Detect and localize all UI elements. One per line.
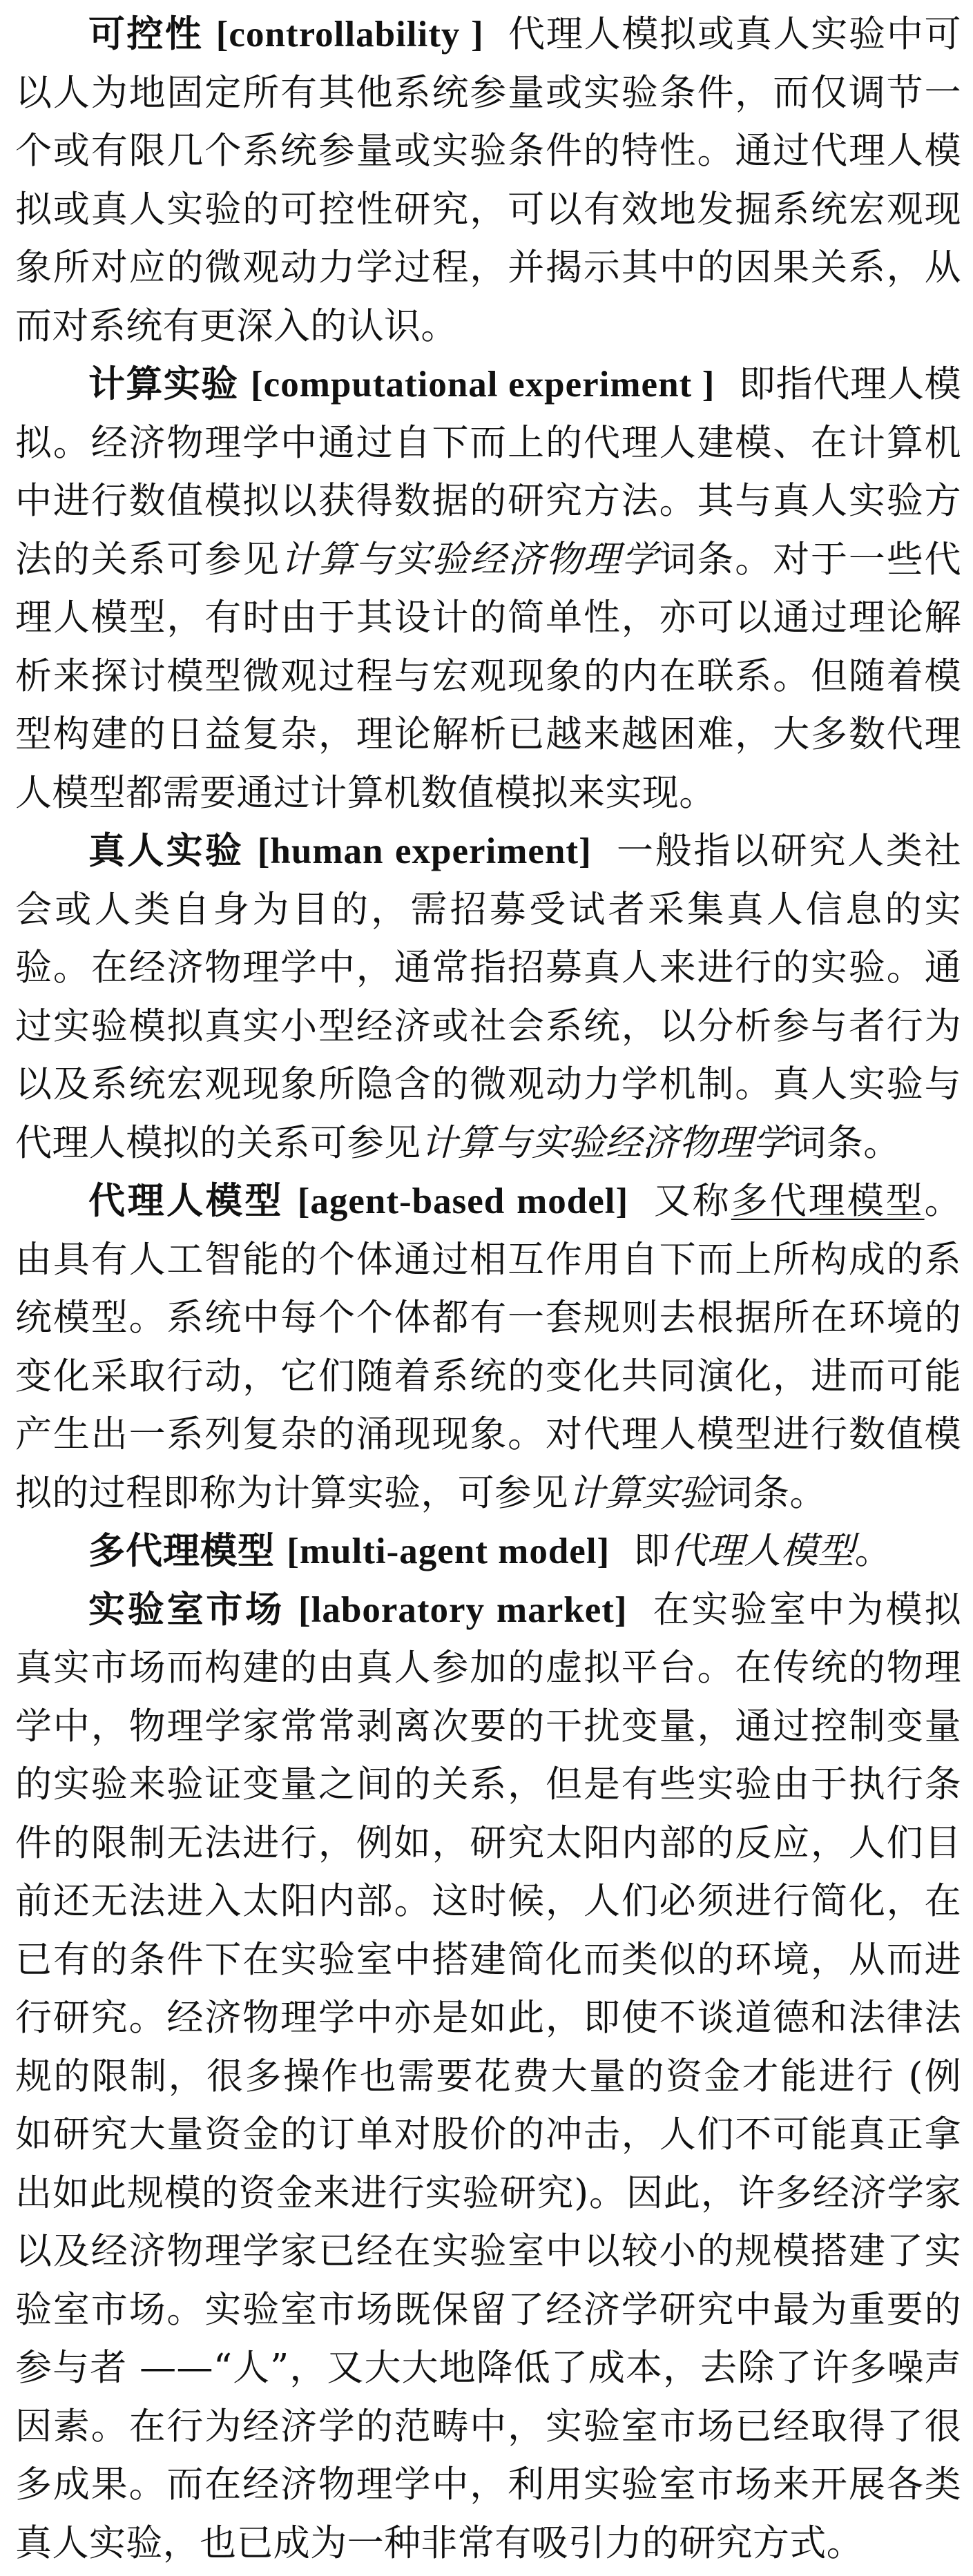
entry-definition-continued: 。 bbox=[854, 1530, 892, 1572]
entry-definition-continued: 词条。 bbox=[789, 1121, 900, 1164]
entry-definition: 代理人模拟或真人实验中可以人为地固定所有其他系统参量或实验条件，而仅调节一个或有限几个系统参量或实验条件的特性。通过代理人模拟或真人实验的可控性研究，可以有效地发掘系统宏观现象所对应的微观动力学过程，并揭示其中的因果关系，从而对系统有更深入的认识。 bbox=[15, 13, 962, 347]
cross-reference-link[interactable]: 代理人模型 bbox=[670, 1530, 855, 1572]
entry-definition: 即指代理人模拟。经济物理学中通过自下而上的代理人建模、在计算机中进行数值模拟以获得数据的研究方法。其与真人实验方法的关系可参见 bbox=[15, 363, 961, 581]
entry-term: 可控性 bbox=[88, 13, 204, 55]
entry-controllability bbox=[15, 6, 961, 356]
entry-laboratory-market bbox=[15, 1581, 961, 2573]
cross-reference-link[interactable]: 计算与实验经济物理学 bbox=[421, 1121, 790, 1164]
synonym-link[interactable]: 多代理模型 bbox=[731, 1180, 925, 1222]
entry-term: 真人实验 bbox=[88, 830, 244, 872]
entry-term: 计算实验 bbox=[88, 363, 239, 405]
entry-computational-experiment bbox=[15, 356, 961, 822]
entry-term: 实验室市场 bbox=[88, 1588, 285, 1631]
entry-term: 多代理模型 bbox=[88, 1530, 275, 1572]
entry-definition: 在实验室中为模拟真实市场而构建的由真人参加的虚拟平台。在传统的物理学中，物理学家常常剥离次要的干扰变量，通过控制变量的实验来验证变量之间的关系，但是有些实验由于执行条件的限制无法进行，例如，研究太阳内部的反应，人们目前还无法进入太阳内部。这时候，人们必须进行简化，在已有的条件下在实验室中搭建简化而类似的环境，从而进行研究。经济物理学中亦是如此，即使不谈道德和法律法规的限制，很多操作也需要花费大量的资金才能进行 (例如研究大量资金的订单对股价的冲击，人们不可能真正拿出如此规模的资金来进行实验研究)。因此，许多经济学家以及经济物理学家已经在实验室中以较小的规模搭建了实验室市场。实验室市场既保留了经济学研究中最为重要的参与者 ——“人”，又大大地降低了成本，去除了许多噪声因素。在行为经济学的范畴中，实验室市场已经取得了很多成果。而在经济物理学中，利用实验室市场来开展各类真人实验，也已成为一种非常有吸引力的研究方式。 bbox=[15, 1588, 962, 2564]
entry-multi-agent-model bbox=[15, 1522, 961, 1581]
entry-term: 代理人模型 bbox=[88, 1180, 284, 1222]
cross-reference-link[interactable]: 计算实验 bbox=[568, 1471, 716, 1514]
entry-definition: 又称 bbox=[652, 1180, 731, 1222]
entry-english-term: [controllability ] bbox=[215, 14, 484, 55]
entry-definition: 即 bbox=[633, 1530, 671, 1572]
glossary-page bbox=[15, 6, 961, 2573]
entry-english-term: [computational experiment ] bbox=[251, 365, 715, 405]
entry-definition-continued: 。由具有人工智能的个体通过相互作用自下而上所构成的系统模型。系统中每个个体都有一套规则去根据所在环境的变化采取行动，它们随着系统的变化共同演化，进而可能产生出一系列复杂的涌现现象。对代理人模型进行数值模拟的过程即称为计算实验，可参见 bbox=[15, 1180, 961, 1514]
entry-english-term: [multi-agent model] bbox=[287, 1531, 610, 1571]
entry-english-term: [laboratory market] bbox=[298, 1589, 628, 1630]
entry-definition-end: 词条。 bbox=[715, 1471, 827, 1514]
cross-reference-link[interactable]: 计算与实验经济物理学 bbox=[280, 538, 659, 581]
entry-definition-continued: 词条。对于一些代理人模型，有时由于其设计的简单性，亦可以通过理论解析来探讨模型微观过程与宏观现象的内在联系。但随着模型构建的日益复杂，理论解析已越来越困难，大多数代理人模型都需要通过计算机数值模拟来实现。 bbox=[15, 538, 961, 814]
entry-definition: 一般指以研究人类社会或人类自身为目的，需招募受试者采集真人信息的实验。在经济物理学中，通常指招募真人来进行的实验。通过实验模拟真实小型经济或社会系统，以分析参与者行为以及系统宏观现象所隐含的微观动力学机制。真人实验与代理人模拟的关系可参见 bbox=[15, 830, 961, 1164]
entry-english-term: [human experiment] bbox=[257, 831, 592, 871]
entry-human-experiment bbox=[15, 822, 961, 1172]
entry-english-term: [agent-based model] bbox=[297, 1181, 629, 1221]
entry-agent-based-model bbox=[15, 1172, 961, 1522]
